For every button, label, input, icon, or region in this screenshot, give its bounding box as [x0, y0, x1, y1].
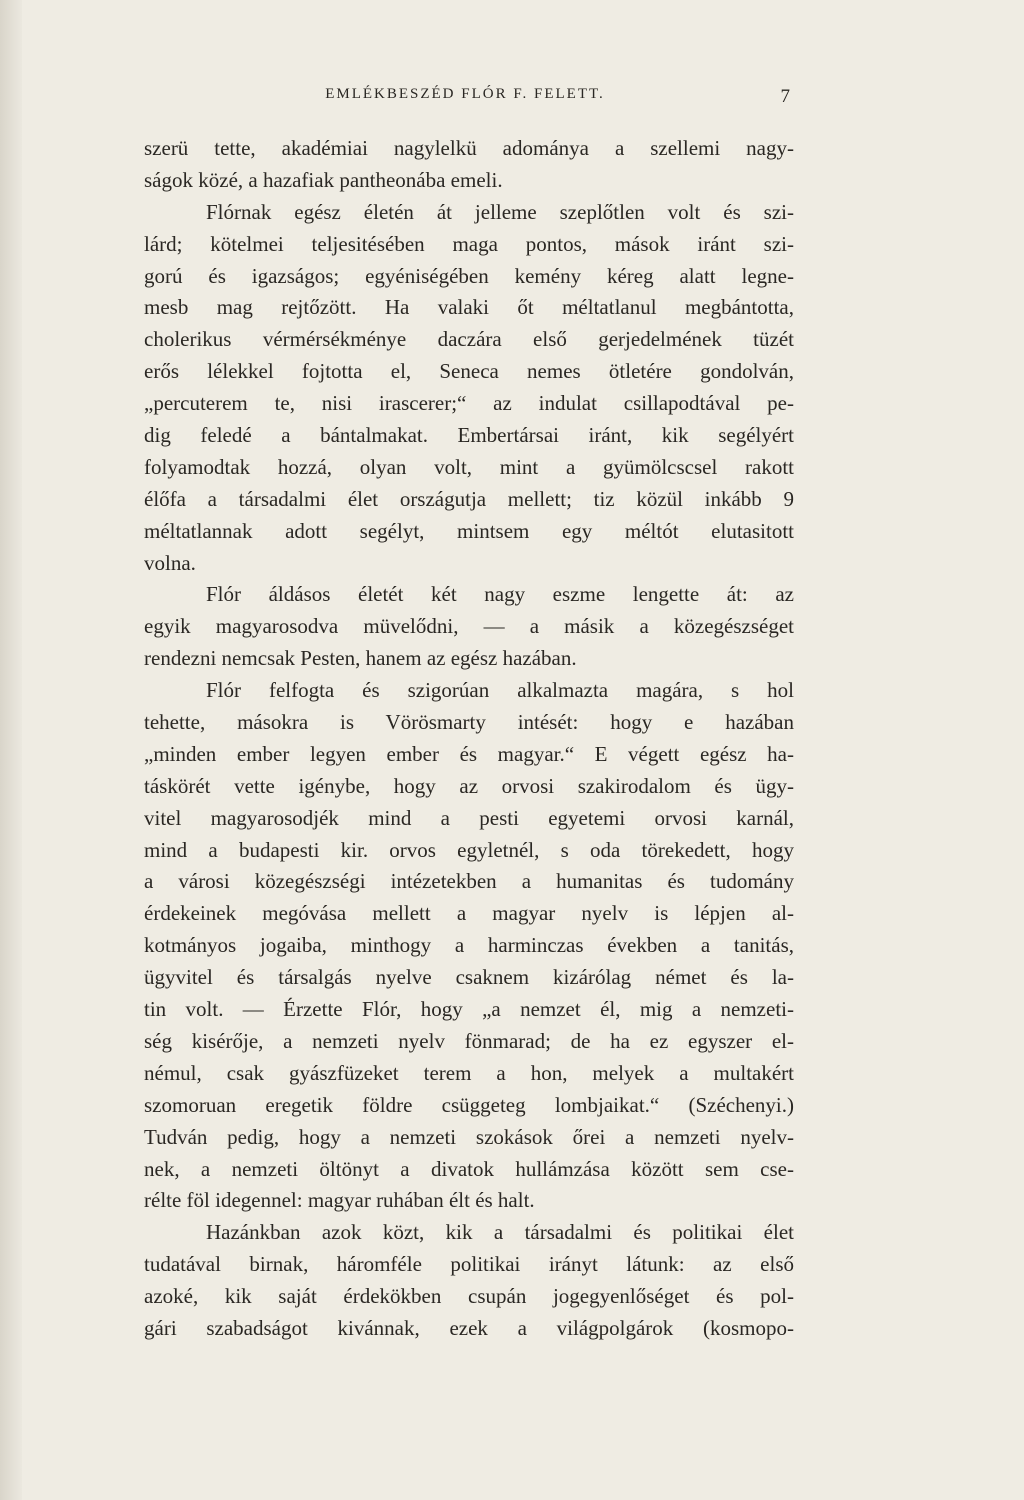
text-line: ságok közé, a hazafiak pantheonába emeli.	[144, 167, 503, 192]
page-header	[140, 86, 790, 110]
text-line: Flórnak egész életén át jelleme szeplőtlen volt és szi-	[206, 199, 794, 224]
running-head: EMLÉKBESZÉD FLÓR F. FELETT.	[325, 86, 605, 102]
text-line: nek, a nemzeti öltönyt a divatok hullámzása között sem cse-	[144, 1156, 794, 1181]
text-line: gorú és igazságos; egyéniségében kemény kéreg alatt legne-	[144, 263, 794, 288]
text-line: vitel magyarosodjék mind a pesti egyetemi orvosi karnál,	[144, 805, 794, 830]
body-text	[144, 133, 794, 1345]
text-line: némul, csak gyászfüzeket terem a hon, melyek a multakért	[144, 1060, 794, 1085]
text-line: tehette, másokra is Vörösmarty intését: hogy e hazában	[144, 710, 794, 735]
text-line: dig feledé a bántalmakat. Embertársai iránt, kik segélyért	[144, 423, 794, 448]
page-number: 7	[780, 86, 790, 107]
text-line: tudatával birnak, háromféle politikai irányt látunk: az első	[144, 1252, 794, 1277]
text-line: folyamodtak hozzá, olyan volt, mint a gyümölcscsel rakott	[144, 454, 794, 479]
text-line: méltatlannak adott segélyt, mintsem egy méltót elutasitott	[144, 518, 794, 543]
text-line: Flór áldásos életét két nagy eszme lengette át: az	[206, 582, 794, 607]
text-line: érdekeinek megóvása mellett a magyar nyelv is lépjen al-	[144, 901, 794, 926]
page-binding-edge	[0, 0, 22, 1500]
text-line: gári szabadságot kivánnak, ezek a világpolgárok (kosmopo-	[144, 1315, 794, 1340]
text-line: volna.	[144, 550, 196, 575]
text-line: mind a budapesti kir. orvos egyletnél, s oda törekedett, hogy	[144, 837, 794, 862]
text-line: rélte föl idegennel: magyar ruhában élt és halt.	[144, 1188, 535, 1213]
text-line: élőfa a társadalmi élet országutja mellett; tiz közül inkább 9	[144, 486, 794, 511]
text-line: táskörét vette igénybe, hogy az orvosi szakirodalom és ügy-	[144, 773, 794, 798]
text-line: szerü tette, akadémiai nagylelkü adománya a szellemi nagy-	[144, 136, 794, 160]
text-line: Tudván pedig, hogy a nemzeti szokások őrei a nemzeti nyelv-	[144, 1124, 794, 1149]
text-line: szomoruan eregetik földre csüggeteg lombjaikat.“ (Széchenyi.)	[144, 1092, 794, 1117]
text-line: kotmányos jogaiba, minthogy a harminczas években a tanitás,	[144, 933, 794, 958]
text-line: „percuterem te, nisi irascerer;“ az indulat csillapodtával pe-	[144, 391, 794, 416]
text-line: a városi közegészségi intézetekben a humanitas és tudomány	[144, 869, 794, 894]
text-line: rendezni nemcsak Pesten, hanem az egész hazában.	[144, 646, 577, 671]
text-line: Hazánkban azok közt, kik a társadalmi és politikai élet	[206, 1220, 794, 1245]
text-line: „minden ember legyen ember és magyar.“ E végett egész ha-	[144, 741, 794, 766]
text-line: azoké, kik saját érdekökben csupán jogegyenlőséget és pol-	[144, 1284, 794, 1309]
text-line: ség kisérője, a nemzeti nyelv fönmarad; de ha ez egyszer el-	[144, 1028, 794, 1053]
text-line: ügyvitel és társalgás nyelve csaknem kizárólag német és la-	[144, 965, 794, 990]
text-line: cholerikus vérmérsékménye daczára első gerjedelmének tüzét	[144, 327, 794, 352]
text-line: egyik magyarosodva müvelődni, — a másik a közegészséget	[144, 614, 794, 639]
text-line: lárd; kötelmei teljesitésében maga pontos, mások iránt szi-	[144, 231, 794, 256]
text-line: tin volt. — Érzette Flór, hogy „a nemzet él, mig a nemzeti-	[144, 997, 794, 1022]
text-line: erős lélekkel fojtotta el, Seneca nemes ötletére gondolván,	[144, 359, 794, 384]
text-line: Flór felfogta és szigorúan alkalmazta magára, s hol	[206, 678, 794, 703]
text-line: mesb mag rejtőzött. Ha valaki őt méltatlanul megbántotta,	[144, 295, 794, 320]
